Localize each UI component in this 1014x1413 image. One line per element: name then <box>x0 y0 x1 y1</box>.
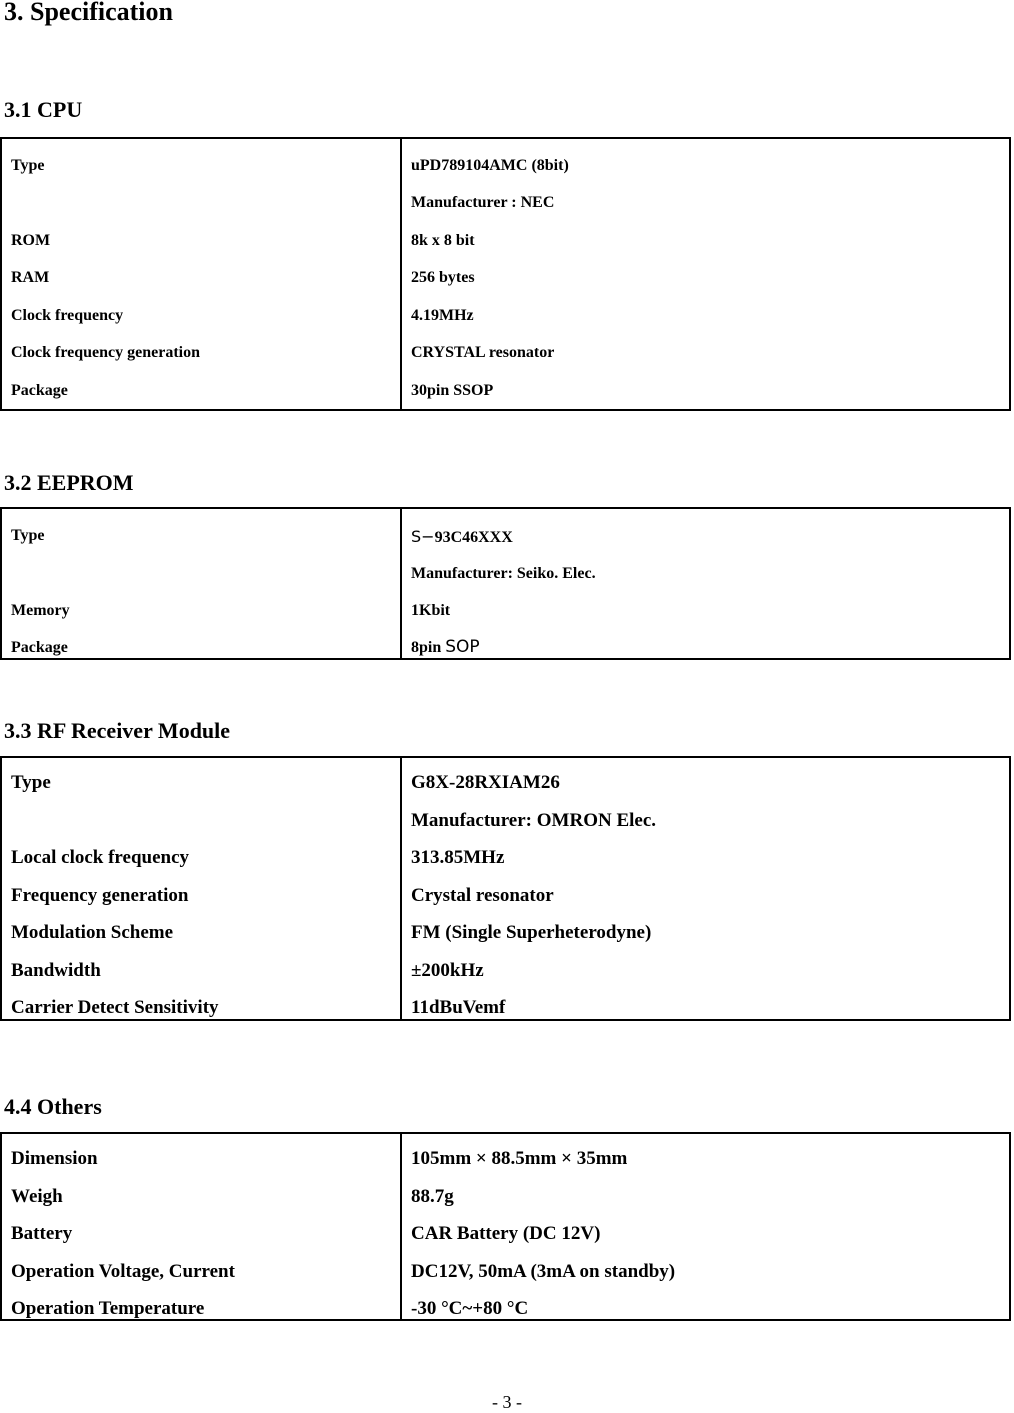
value-prefix: S− <box>411 527 435 546</box>
spec-value: 8k x 8 bit <box>411 232 475 249</box>
spec-value: Manufacturer: OMRON Elec. <box>411 810 657 831</box>
spec-label: Type <box>11 527 45 544</box>
spec-value: ±200kHz <box>411 960 484 981</box>
spec-label: Clock frequency <box>11 307 124 324</box>
value-suffix: SOP <box>445 637 480 657</box>
spec-label: Bandwidth <box>11 960 101 981</box>
spec-label: Local clock frequency <box>11 847 190 868</box>
spec-label: Type <box>11 772 51 793</box>
spec-label: Weigh <box>11 1186 63 1207</box>
spec-label: Modulation Scheme <box>11 922 174 943</box>
spec-value: 4.19MHz <box>411 307 474 324</box>
spec-label: Frequency generation <box>11 885 189 906</box>
spec-value: Manufacturer : NEC <box>411 194 555 211</box>
spec-label: RAM <box>11 269 50 286</box>
page-number: - 3 - <box>492 1392 522 1412</box>
spec-label: Operation Voltage, Current <box>11 1261 235 1282</box>
others-heading: 4.4 Others <box>4 1094 102 1119</box>
spec-value: Manufacturer: Seiko. Elec. <box>411 565 596 582</box>
spec-label: Carrier Detect Sensitivity <box>11 997 219 1018</box>
spec-value: 88.7g <box>411 1186 454 1207</box>
spec-label: Battery <box>11 1223 73 1244</box>
spec-value <box>411 527 513 547</box>
spec-value: Crystal resonator <box>411 885 554 906</box>
spec-label: Type <box>11 157 45 174</box>
spec-value: 105mm × 88.5mm × 35mm <box>411 1148 628 1169</box>
column-divider <box>400 1134 402 1319</box>
spec-value: 11dBuVemf <box>411 997 506 1018</box>
others-spec-table <box>0 1132 1011 1321</box>
spec-value: 30pin SSOP <box>411 382 494 399</box>
spec-label: Package <box>11 639 68 656</box>
eeprom-spec-table <box>0 507 1011 660</box>
rf-spec-table <box>0 756 1011 1021</box>
spec-value: -30 °C~+80 °C <box>411 1298 529 1319</box>
spec-value: 313.85MHz <box>411 847 505 868</box>
spec-value: FM (Single Superheterodyne) <box>411 922 652 943</box>
spec-label: Package <box>11 382 68 399</box>
eeprom-heading: 3.2 EEPROM <box>4 470 134 495</box>
value-main: 8pin <box>411 639 446 656</box>
spec-label: Clock frequency generation <box>11 344 201 361</box>
spec-value: DC12V, 50mA (3mA on standby) <box>411 1261 676 1282</box>
spec-label: ROM <box>11 232 51 249</box>
column-divider <box>400 758 402 1019</box>
spec-value: 1Kbit <box>411 602 451 619</box>
spec-value: G8X-28RXIAM26 <box>411 772 560 793</box>
rf-heading: 3.3 RF Receiver Module <box>4 718 231 743</box>
spec-value: 256 bytes <box>411 269 475 286</box>
cpu-spec-table <box>0 137 1011 411</box>
column-divider <box>400 509 402 658</box>
spec-label: Memory <box>11 602 70 619</box>
page-title: 3. Specification <box>4 0 173 26</box>
spec-value: CAR Battery (DC 12V) <box>411 1223 601 1244</box>
spec-label: Operation Temperature <box>11 1298 205 1319</box>
spec-label: Dimension <box>11 1148 98 1169</box>
value-main: 93C46XXX <box>434 529 513 546</box>
spec-value <box>411 637 480 657</box>
column-divider <box>400 139 402 409</box>
cpu-heading: 3.1 CPU <box>4 97 83 122</box>
spec-value: uPD789104AMC (8bit) <box>411 157 569 174</box>
spec-value: CRYSTAL resonator <box>411 344 555 361</box>
